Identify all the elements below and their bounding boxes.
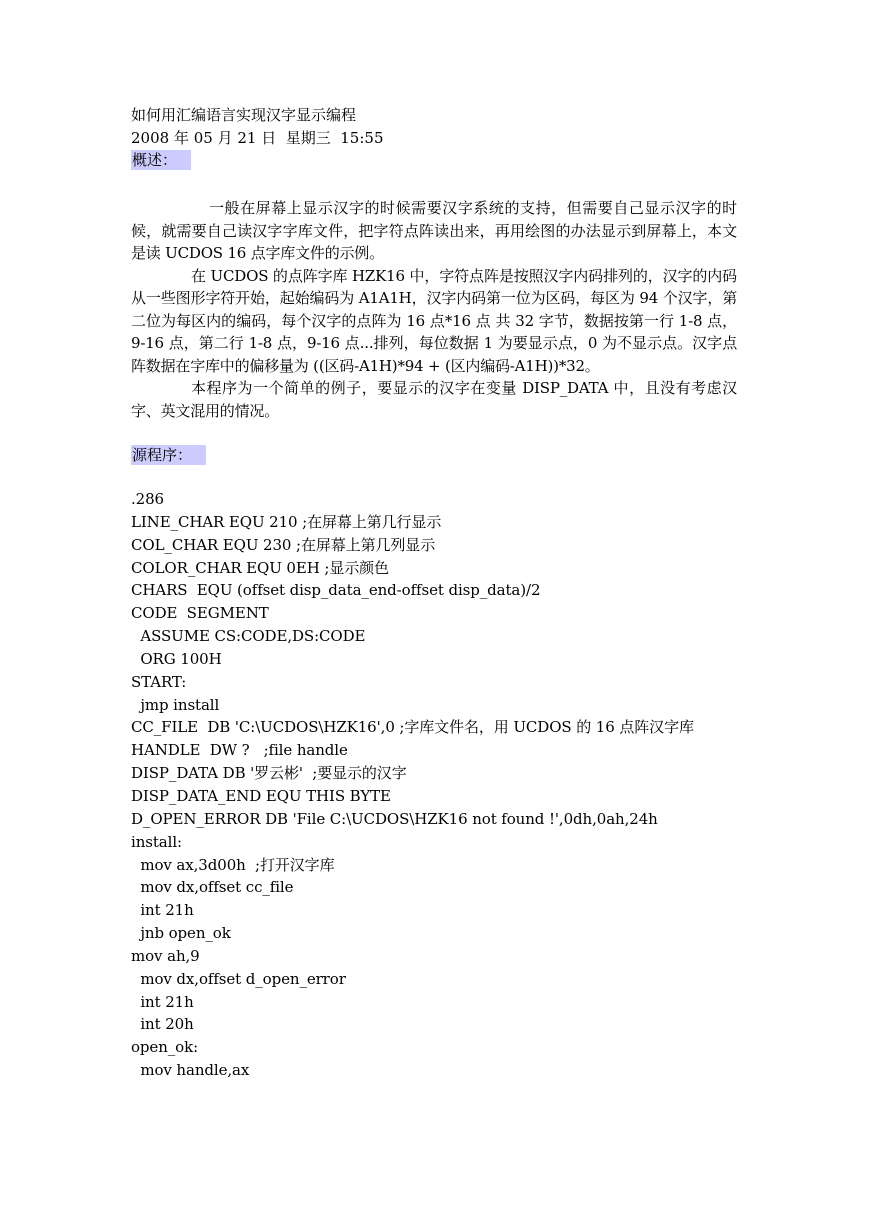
code-line: jmp install bbox=[131, 695, 220, 714]
code-line: ASSUME CS:CODE,DS:CODE bbox=[131, 627, 366, 646]
code-line: HANDLE DW ? ;file handle bbox=[131, 741, 348, 760]
code-line: CHARS EQU (offset disp_data_end-offset disp_data)/2 bbox=[131, 581, 541, 600]
code-line: COLOR_CHAR EQU 0EH ;显示颜色 bbox=[131, 558, 389, 577]
code-line: int 20h bbox=[131, 1015, 194, 1034]
source-heading bbox=[131, 445, 737, 465]
code-line: mov dx,offset d_open_error bbox=[131, 969, 346, 988]
code-line: CODE SEGMENT bbox=[131, 604, 269, 623]
source-label: 源程序： bbox=[131, 445, 206, 465]
code-line: COL_CHAR EQU 230 ;在屏幕上第几列显示 bbox=[131, 535, 436, 554]
code-line: jnb open_ok bbox=[131, 924, 231, 943]
overview-heading bbox=[131, 150, 737, 170]
source-code bbox=[131, 488, 737, 1082]
code-line: mov dx,offset cc_file bbox=[131, 878, 294, 897]
code-line: LINE_CHAR EQU 210 ;在屏幕上第几行显示 bbox=[131, 512, 442, 531]
code-line: ORG 100H bbox=[131, 649, 222, 668]
paragraph-2: 在 UCDOS 的点阵字库 HZK16 中，字符点阵是按照汉字内码排列的，汉字的内码从一些图形字符开始，起始编码为 A1A1H，汉字内码第一位为区码，每区为 94 个汉字，第二位为每区内的编码，每个汉字的点阵为 16 点*16 点 共 32 字节，数据按第一行 1-8 点，9-16 点，第二行 1-8 点，9-16 点...排列，每位数据 1 为要显示点，0 为不显示点。汉字点阵数据在字库中的偏移量为 ((区码-A1H)*94 + (区内编码-A1H))*32。 bbox=[131, 266, 737, 375]
code-line: install: bbox=[131, 832, 182, 851]
doc-date: 2008 年 05 月 21 日 星期三 15:55 bbox=[131, 129, 384, 147]
doc-title: 如何用汇编语言实现汉字显示编程 bbox=[131, 106, 357, 124]
code-line: DISP_DATA_END EQU THIS BYTE bbox=[131, 786, 391, 805]
document-page bbox=[131, 104, 737, 1082]
code-line: open_ok: bbox=[131, 1038, 199, 1057]
code-line: START: bbox=[131, 672, 187, 691]
paragraph-3: 本程序为一个简单的例子，要显示的汉字在变量 DISP_DATA 中，且没有考虑汉字、英文混用的情况。 bbox=[131, 379, 737, 420]
code-line: mov handle,ax bbox=[131, 1061, 250, 1080]
overview-label: 概述： bbox=[131, 150, 191, 170]
code-line: mov ah,9 bbox=[131, 946, 200, 965]
paragraph-1: 一般在屏幕上显示汉字的时候需要汉字系统的支持，但需要自己显示汉字的时候，就需要自己读汉字字库文件，把字符点阵读出来，再用绘图的办法显示到屏幕上，本文是读 UCDOS 16 点字库文件的示例。 bbox=[131, 199, 737, 262]
code-line: .286 bbox=[131, 490, 164, 508]
code-line: D_OPEN_ERROR DB 'File C:\UCDOS\HZK16 not found !',0dh,0ah,24h bbox=[131, 809, 658, 828]
code-line: mov ax,3d00h ;打开汉字库 bbox=[131, 855, 335, 874]
code-line: CC_FILE DB 'C:\UCDOS\HZK16',0 ;字库文件名，用 UCDOS 的 16 点阵汉字库 bbox=[131, 718, 694, 737]
code-line: int 21h bbox=[131, 992, 194, 1011]
code-line: int 21h bbox=[131, 901, 194, 920]
code-line: DISP_DATA DB '罗云彬' ;要显示的汉字 bbox=[131, 764, 407, 783]
